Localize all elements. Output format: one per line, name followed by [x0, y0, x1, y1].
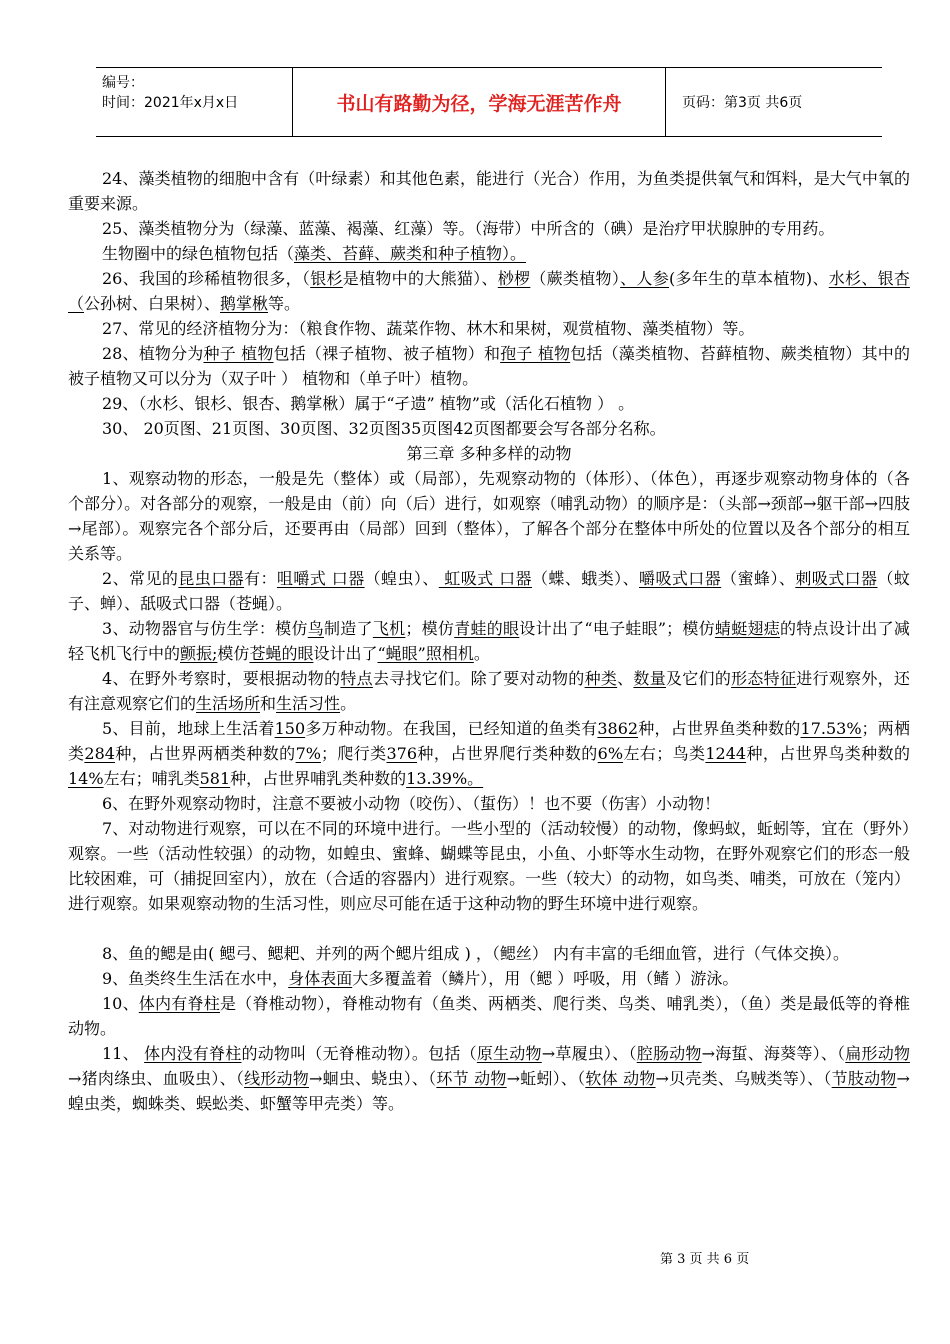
header-page-label	[674, 68, 882, 136]
underlined-term: 刺吸式口器	[795, 569, 878, 588]
underlined-term: 生活场所	[196, 694, 261, 713]
text-run: 1、观察动物的形态，一般是先（整体）或（局部），先观察动物的（体形）、（体色），再逐步观察动物身体的（各个部分）。对各部分的观察，一般是由（前）向（后）进行，如观察（哺乳动物）的顺序是：（头部→颈部→躯干部→四肢→尾部）。观察完各个部分后，还要再由（局部）回到（整体），了解各个部分在整体中所处的位置以及各个部分的相互关系等。	[68, 469, 910, 563]
text-run: 种，占世界鸟类种数的	[746, 744, 910, 763]
text-run: 7、对动物进行观察，可以在不同的环境中进行。一些小型的（活动较慢）的动物，像蚂蚁，蚯蚓等，宜在（野外）观察。一些（活动性较强）的动物，如蝗虫、蜜蜂、蝴蝶等昆虫，小鱼、小虾等水生动物，在野外观察它们的形态一般比较困难，可（捕捉回室内），放在（合适的容器内）进行观察。一些（较大）的动物，如鸟类、哺类，可放在（笼内）进行观察。如果观察动物的生活习性，则应尽可能在适于这种动物的野生环境中进行观察。	[68, 819, 910, 913]
underlined-term: 种类	[584, 669, 618, 688]
text-run: 及它们的	[665, 669, 732, 688]
text-run: 3、动物器官与仿生学：模仿	[102, 619, 308, 638]
text-run: 进行观察外，还有注意观察它们的	[68, 669, 910, 713]
underlined-term: 种子 植物	[203, 344, 274, 363]
underlined-term: 腔肠动物	[636, 1044, 702, 1063]
text-run: 模仿	[217, 644, 250, 663]
text-run: ；爬行类	[320, 744, 387, 763]
paragraph-5	[68, 716, 910, 791]
text-run: 29、（水杉、银杉、银杏、鹅掌楸）属于“孑遗” 植物”或（活化石植物 ） 。	[102, 394, 635, 413]
underlined-term: 咀嚼式 口器	[276, 569, 365, 588]
header-slogan: 书山有路勤为径，学海无涯苦作舟	[293, 68, 666, 136]
paragraph-10	[68, 991, 910, 1041]
text-run: 的动物叫（无脊椎动物）。包括（	[241, 1044, 477, 1063]
paragraph-2	[68, 566, 910, 616]
chapter-title	[68, 441, 910, 466]
text-run: 包括（藻类植物、苔藓植物、蕨类植物）其中的被子植物又可以分为（双子叶 ） 植物和（单子叶）植物。	[68, 344, 910, 388]
text-run: 左右；鸟类	[623, 744, 706, 763]
underlined-term: 14%	[68, 769, 104, 788]
text-run: 25、藻类植物分为（绿藻、蓝藻、褐藻、红藻）等。（海带）中所含的（碘）是治疗甲状腺肿的专用药。	[102, 219, 835, 238]
text-run: 多万种动物。在我国，已经知道的鱼类有	[305, 719, 598, 738]
paragraph-7	[68, 816, 910, 916]
text-run: 有：	[244, 569, 277, 588]
text-run: →蝗虫类，蜘蛛类、蜈蚣类、虾蟹等甲壳类）等。	[68, 1069, 910, 1113]
underlined-term: 13.39%。	[406, 769, 484, 788]
header-info-cell	[96, 68, 293, 136]
underlined-term: 、人参	[620, 269, 670, 288]
underlined-term: 节肢动物	[831, 1069, 897, 1088]
underlined-term: 孢子 植物	[500, 344, 571, 363]
underlined-term: “蝇眼”照相机	[377, 644, 474, 663]
text-run: 26、我国的珍稀植物很多，（	[102, 269, 311, 288]
text-run: 去寻找它们。除了要对动物的	[372, 669, 585, 688]
paragraph-3	[68, 616, 910, 666]
underlined-term: 150	[274, 719, 306, 738]
underlined-term: 17.53%	[800, 719, 862, 738]
paragraph-6	[68, 791, 910, 816]
underlined-term: 蜻蜓翅痣	[714, 619, 781, 638]
text-run: 包括（裸子植物、被子植物）和	[273, 344, 501, 363]
underlined-term: 形态特征	[731, 669, 797, 688]
text-run: 28、植物分为	[102, 344, 204, 363]
paragraph-green-plants	[68, 241, 910, 266]
text-run: 公孙树、白果树）、	[84, 294, 221, 313]
document-header	[96, 67, 882, 137]
underlined-term: 3862	[597, 719, 639, 738]
text-run: 9、鱼类终生生活在水中，	[102, 969, 289, 988]
page-footer: 第 3 页 共 6 页	[660, 1252, 750, 1267]
underlined-term: 嚼吸式口器	[639, 569, 722, 588]
text-run: 设计出了“电子蛙眼”；模仿	[519, 619, 715, 638]
text-run: (多年生的草本植物)、	[669, 269, 829, 288]
underlined-term: 软体 动物	[585, 1069, 656, 1088]
text-run: 2、常见的	[102, 569, 179, 588]
underlined-term: 体内没有脊柱	[144, 1044, 242, 1063]
page-label-text: 页码：第3页 共6页	[682, 95, 803, 111]
text-run: 30、 20页图、21页图、30页图、32页图35页图42页图都要会写各部分名称。	[102, 419, 666, 438]
underlined-term: 原生动物	[476, 1044, 542, 1063]
text-run: 种，占世界两栖类种数的	[114, 744, 296, 763]
text-run: （蕨类植物）	[530, 269, 621, 288]
underlined-term: 鸟	[307, 619, 324, 638]
underlined-term: 藻类、苔藓、蕨类和种子植物）。	[294, 244, 527, 263]
blank-line	[68, 916, 910, 941]
underlined-term: 苍蝇的眼	[249, 644, 314, 663]
text-run: ；两栖类	[68, 719, 910, 763]
text-run: 。	[473, 644, 490, 663]
text-run: 10、	[102, 994, 139, 1013]
underlined-term: 飞机	[372, 619, 406, 638]
text-run: 生物圈中的绿色植物包括（	[102, 244, 295, 263]
text-run: （蝶、蛾类）、	[531, 569, 640, 588]
text-run: 种，占世界爬行类种数的	[417, 744, 598, 763]
underlined-term: 虹吸式 口器	[438, 569, 532, 588]
text-run: →蚯蚓）、（	[506, 1069, 586, 1088]
underlined-term: 颤振;	[180, 644, 218, 663]
paragraph-1	[68, 466, 910, 566]
text-run: 8、鱼的鳃是由( 鳃弓、鳃耙、并列的两个鳃片组成 ) ，（鳃丝） 内有丰富的毛细血管，进行（气体交换）。	[102, 944, 850, 963]
underlined-term: 7%	[295, 744, 321, 763]
text-run: 种，占世界哺乳类种数的	[230, 769, 407, 788]
text-run: 设计出了	[313, 644, 378, 663]
paragraph-30	[68, 416, 910, 441]
text-run: 11、	[102, 1044, 145, 1063]
underlined-term: 体内有脊柱	[138, 994, 220, 1013]
text-run: ；模仿	[405, 619, 455, 638]
paragraph-29	[68, 391, 910, 416]
paragraph-9	[68, 966, 910, 991]
underlined-term: 线形动物	[244, 1069, 309, 1088]
underlined-term: 1244	[705, 744, 747, 763]
text-run: 是植物中的大熊猫）、	[342, 269, 498, 288]
text-run: 5、目前，地球上生活着	[102, 719, 275, 738]
underlined-term: 水杉、银杏（	[68, 269, 910, 313]
text-run: 大多覆盖着（鳞片），用（鳃 ）呼吸，用（鳍 ）游泳。	[352, 969, 739, 988]
text-run: 第三章 多种多样的动物	[406, 444, 572, 463]
underlined-term: 376	[386, 744, 418, 763]
paragraph-11	[68, 1041, 910, 1116]
number-label: 编号：	[102, 75, 144, 91]
underlined-term: 数量	[633, 669, 666, 688]
paragraph-8	[68, 941, 910, 966]
text-run: →草履虫）、（	[541, 1044, 637, 1063]
text-run: 的特点设计出了减轻飞机飞行中的	[68, 619, 910, 663]
underlined-term: 环节 动物	[436, 1069, 507, 1088]
text-run: →贝壳类、乌贼类等）、（	[655, 1069, 832, 1088]
underlined-term: 青蛙的眼	[454, 619, 520, 638]
text-run: 是（脊椎动物），脊椎动物有（鱼类、两栖类、爬行类、鸟类、哺乳类），（鱼）类是最低等的脊椎动物。	[68, 994, 910, 1038]
text-run: （蜜蜂）、	[721, 569, 796, 588]
document-body	[68, 166, 910, 1116]
underlined-term: 鹅掌楸	[220, 294, 269, 313]
text-run: 和	[260, 694, 277, 713]
underlined-term: 581	[199, 769, 231, 788]
paragraph-27	[68, 316, 910, 341]
text-run: 6、在野外观察动物时，注意不要被小动物（咬伤）、（蜇伤）！也不要（伤害）小动物！	[102, 794, 721, 813]
text-run: 等。	[268, 294, 301, 313]
text-run: 4、在野外考察时，要根据动物的	[102, 669, 341, 688]
text-run: 。	[340, 694, 357, 713]
text-run: →海蜇、海葵等）、（	[701, 1044, 846, 1063]
underlined-term: 特点	[340, 669, 373, 688]
paragraph-28	[68, 341, 910, 391]
underlined-term: 生活习性	[276, 694, 341, 713]
underlined-term: 扁形动物	[845, 1044, 910, 1063]
underlined-term: 284	[84, 744, 115, 763]
underlined-term: 身体表面	[288, 969, 353, 988]
text-run: 27、常见的经济植物分为：（粮食作物、蔬菜作物、林木和果树，观赏植物、藻类植物）等。	[102, 319, 755, 338]
text-run: 左右；哺乳类	[103, 769, 200, 788]
text-run: 种，占世界鱼类种数的	[638, 719, 801, 738]
text-run: 、	[617, 669, 634, 688]
text-run: （蚊子、蝉）、舐吸式口器（苍蝇）。	[68, 569, 910, 613]
underlined-term: 银杉	[310, 269, 343, 288]
text-run: →蛔虫、蛲虫）、（	[308, 1069, 437, 1088]
underlined-term: 昆虫口器	[178, 569, 245, 588]
underlined-term: 桫椤	[497, 269, 531, 288]
paragraph-25	[68, 216, 910, 241]
text-run: 24、藻类植物的细胞中含有（叶绿素）和其他色素，能进行（光合）作用，为鱼类提供氧气和饵料，是大气中氧的重要来源。	[68, 169, 910, 213]
text-run: →猪肉绦虫、血吸虫）、（	[68, 1069, 245, 1088]
text-run: 制造了	[324, 619, 373, 638]
paragraph-4	[68, 666, 910, 716]
paragraph-24	[68, 166, 910, 216]
time-label: 时间：2021年x月x日	[102, 95, 239, 111]
text-run: （蝗虫）、	[364, 569, 439, 588]
underlined-term: 6%	[597, 744, 624, 763]
paragraph-26	[68, 266, 910, 316]
